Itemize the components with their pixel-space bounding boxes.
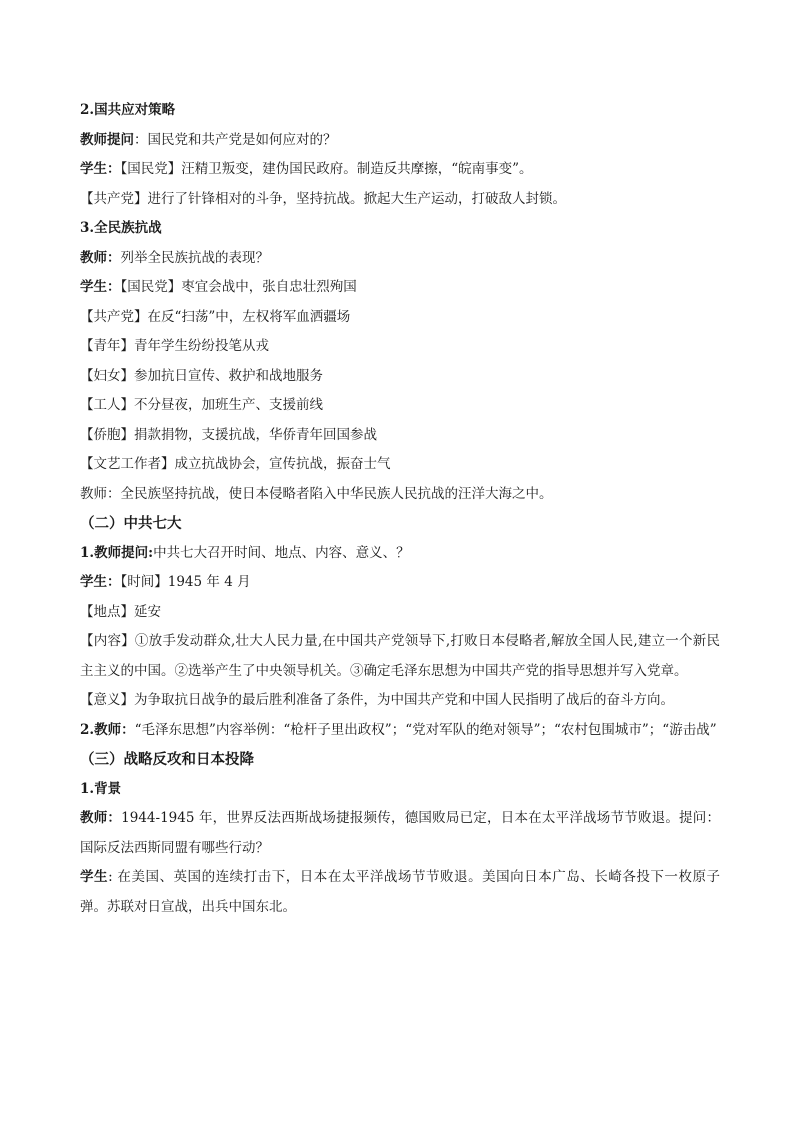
speaker-label: 学生： [80, 574, 121, 590]
paragraph: 【工人】不分昼夜，加班生产、支援前线 [80, 397, 323, 413]
speaker-label: 学生： [80, 279, 121, 295]
paragraph [80, 568, 720, 598]
paragraph: 【侨胞】捐款捐物，支援抗战，华侨青年回国参战 [80, 426, 377, 443]
paragraph-text: ：国民党和共产党是如何应对的？ [134, 131, 337, 148]
section-heading-counteroffensive: （三）战略反攻和日本投降 [80, 751, 254, 768]
speaker-label: 教师： [80, 810, 122, 826]
speaker-label: 1.教师提问: [80, 544, 154, 561]
section-heading-seventh-congress: （二）中共七大 [80, 515, 182, 532]
paragraph [80, 863, 720, 922]
paragraph: 【内容】①放手发动群众,壮大人民力量,在中国共产党领导下,打败日本侵略者,解放全国人民,建立一个新民主主义的中国。②选举产生了中央领导机关。③确定毛泽东思想为中国共产党的指导思想并写入党章。 [80, 633, 720, 679]
paragraph-text: 中共七大召开时间、地点、内容、意义、？ [153, 544, 410, 561]
paragraph [80, 539, 720, 569]
paragraph: 【文艺工作者】成立抗战协会，宣传抗战，振奋士气 [80, 456, 391, 472]
paragraph: 【共产党】在反“扫荡”中，左权将军血洒疆场 [80, 308, 351, 325]
speaker-label: 学生 [80, 869, 109, 885]
speaker-label: 2.教师： [80, 721, 135, 738]
paragraph: 【意义】为争取抗日战争的最后胜利准备了条件，为中国共产党和中国人民指明了战后的奋斗方向。 [80, 692, 674, 708]
paragraph: 【共产党】进行了针锋相对的斗争，坚持抗战。掀起大生产运动，打破敌人封锁。 [80, 190, 566, 207]
paragraph [80, 155, 720, 185]
section-heading-strategy: 2.国共应对策略 [80, 102, 176, 118]
paragraph-text: : 在美国、英国的连续打击下，日本在太平洋战场节节败退。美国向日本广岛、长崎各投下一枚原子弹。苏联对日宣战，出兵中国东北。 [80, 869, 721, 915]
document-page [80, 96, 720, 922]
paragraph-text: 【国民党】枣宜会战中，张自忠壮烈殉国 [120, 279, 357, 295]
paragraph: 【妇女】参加抗日宣传、救护和战地服务 [80, 367, 323, 384]
paragraph [80, 716, 720, 746]
paragraph [80, 273, 720, 303]
paragraph-text: 1944-1945 年，世界反法西斯战场捷报频传，德国败局已定，日本在太平洋战场节节败退。提问：国际反法西斯同盟有哪些行动？ [80, 810, 720, 856]
paragraph-text: 【时间】1945 年 4 月 [120, 574, 251, 590]
paragraph: 【地点】延安 [80, 603, 161, 620]
speaker-label: 教师提问 [80, 131, 134, 148]
paragraph [80, 126, 720, 156]
paragraph-text: “毛泽东思想”内容举例：“枪杆子里出政权”；“党对军队的绝对领导”；“农村包围城市”；“游击战” [134, 721, 717, 738]
paragraph [80, 244, 720, 274]
paragraph-text: 【国民党】汪精卫叛变，建伪国民政府。制造反共摩擦，“皖南事变”。 [120, 161, 533, 177]
section-heading-national-resistance: 3.全民族抗战 [80, 220, 162, 236]
speaker-label: 教师： [80, 249, 121, 266]
paragraph [80, 804, 720, 863]
paragraph: 【青年】青年学生纷纷投笔从戎 [80, 338, 269, 354]
subsection-heading-background: 1.背景 [80, 780, 122, 797]
paragraph: 教师：全民族坚持抗战，使日本侵略者陷入中华民族人民抗战的汪洋大海之中。 [80, 485, 553, 502]
paragraph-text: 列举全民族抗战的表现？ [120, 249, 269, 266]
speaker-label: 学生： [80, 161, 121, 177]
